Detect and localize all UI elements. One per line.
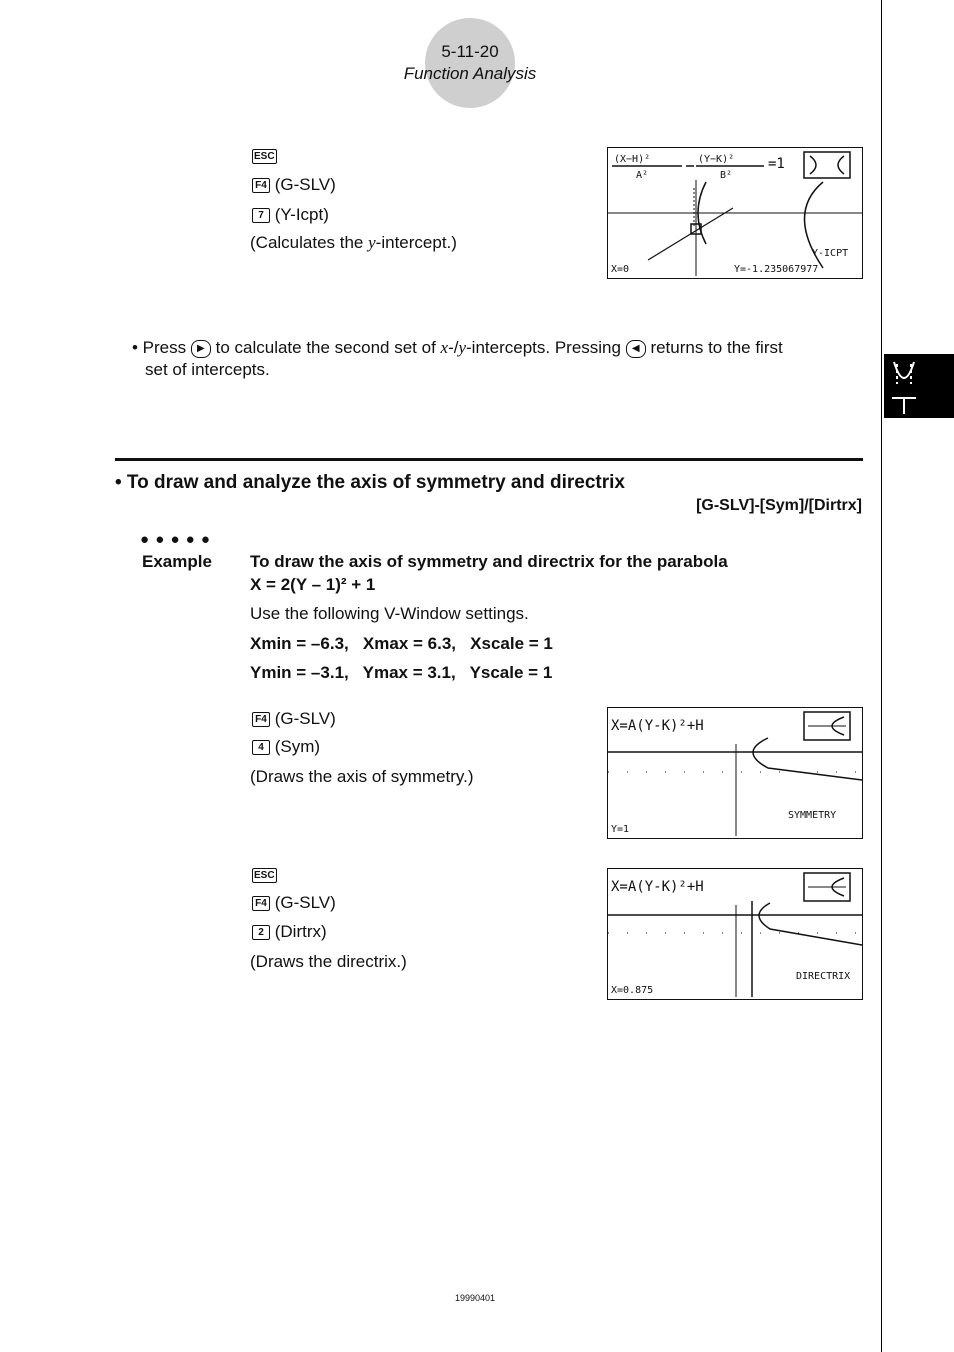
right-margin-rule: [881, 0, 882, 1352]
bullet-paragraph-cont: set of intercepts.: [145, 360, 270, 379]
footer-code: 19990401: [454, 1293, 496, 1303]
formula-num-right: (Y−K)²: [698, 154, 735, 165]
step-esc-2: [252, 865, 277, 885]
example-label: Example: [142, 552, 212, 571]
formula: X=A(Y-K)²+H: [611, 879, 704, 895]
esc-key: ESC: [254, 870, 275, 882]
formula-den-right: B²: [720, 170, 733, 181]
menu-path: [G-SLV]-[Sym]/[Dirtrx]: [696, 497, 862, 514]
screen-graphic: [608, 869, 862, 999]
left-arrow-key-icon: ◀: [626, 340, 646, 358]
screen-label: DIRECTRIX: [796, 971, 851, 982]
readout: Y=1: [611, 824, 630, 835]
calculator-screen-directrix: [607, 868, 863, 1000]
formula-den-left: A²: [636, 170, 649, 181]
step-note-dirtrx: (Draws the directrix.): [250, 952, 407, 971]
x-readout: X=0: [611, 264, 630, 275]
f4-key: F4: [252, 712, 270, 727]
step-gslv-2: F4 (G-SLV): [252, 709, 336, 729]
example-equation: X = 2(Y – 1)² + 1: [250, 575, 376, 594]
step-label: (Y-Icpt): [274, 205, 329, 224]
screen-graphic: [608, 148, 862, 278]
step-gslv: [252, 175, 336, 195]
formula: X=A(Y-K)²+H: [611, 718, 704, 734]
example-dots: ● ● ● ● ●: [140, 531, 211, 548]
formula-num-left: (X−H)²: [614, 154, 651, 165]
vwindow-y-settings: Ymin = –3.1, Ymax = 3.1, Yscale = 1: [250, 663, 553, 682]
step-esc: [252, 146, 277, 166]
readout: X=0.875: [611, 985, 654, 996]
calculator-screen-symmetry: [607, 707, 863, 839]
section-rule: [115, 458, 863, 461]
vwindow-x-settings: Xmin = –6.3, Xmax = 6.3, Xscale = 1: [250, 634, 553, 653]
step-note: (Calculates the y-intercept.): [250, 233, 457, 252]
step-yicpt: [252, 205, 329, 225]
key-7: 7: [252, 208, 270, 223]
example-intro: Use the following V-Window settings.: [250, 604, 529, 623]
step-dirtrx: 2 (Dirtrx): [252, 922, 327, 942]
step-label: (G-SLV): [274, 175, 336, 194]
screen-label: SYMMETRY: [788, 810, 837, 821]
example-title: To draw the axis of symmetry and directrix for the parabola: [250, 552, 728, 571]
section-title: Function Analysis: [403, 64, 537, 83]
formula-equals: =1: [768, 156, 785, 172]
page-number-circle: [425, 18, 515, 108]
key-2: 2: [252, 925, 270, 940]
bullet-paragraph: • Press ▶ to calculate the second set of x-/y-intercepts. Pressing ◀ returns to the first: [132, 338, 783, 357]
page-number: 5-11-20: [441, 42, 499, 61]
graph-function-icon: [884, 354, 954, 418]
step-note-sym: (Draws the axis of symmetry.): [250, 767, 474, 786]
y-readout: Y=-1.235067977: [734, 264, 819, 275]
screen-graphic: [608, 708, 862, 838]
right-arrow-key-icon: ▶: [191, 340, 211, 358]
esc-key: ESC: [254, 151, 275, 163]
f4-key: F4: [252, 896, 270, 911]
key-4: 4: [252, 740, 270, 755]
f4-key: F4: [252, 178, 270, 193]
section-heading: • To draw and analyze the axis of symmetry and directrix: [115, 472, 625, 493]
calculator-screen-yicpt: [607, 147, 863, 279]
screen-label: Y-ICPT: [812, 248, 849, 259]
step-sym: 4 (Sym): [252, 737, 320, 757]
step-gslv-3: F4 (G-SLV): [252, 893, 336, 913]
chapter-tab: [884, 354, 954, 418]
